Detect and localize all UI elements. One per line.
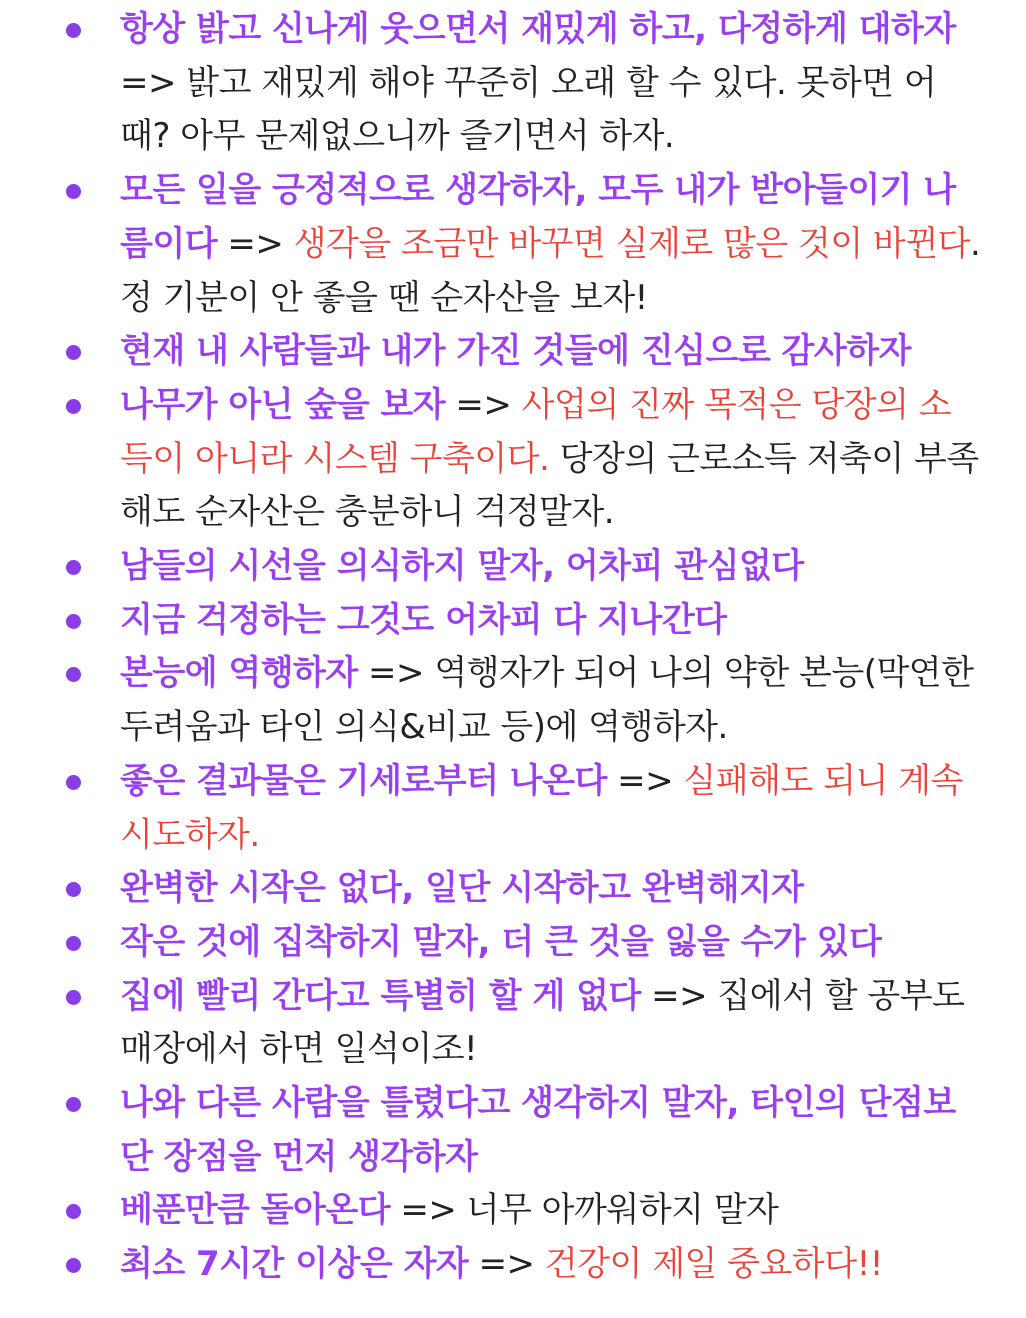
motto-note: . 정 기분이 안 좋을 땐 순자산을 보자! (120, 223, 981, 318)
motto-arrow: => (468, 1244, 545, 1285)
list-item (0, 862, 1026, 916)
motto-highlight: 좋은 결과물은 기세로부터 나온다 (120, 760, 607, 801)
motto-highlight: 본능에 역행하자 (120, 653, 358, 694)
motto-note: => 역행자가 되어 나의 약한 본능(막연한 두려움과 타인 의식&비교 등)에 역행하자. (120, 653, 974, 748)
bullet-icon (66, 882, 81, 897)
motto-highlight: 최소 7시간 이상은 자자 (120, 1244, 469, 1285)
bullet-icon (66, 1204, 81, 1219)
motto-highlight: 완벽한 시작은 없다, 일단 시작하고 완벽해지자 (120, 868, 804, 909)
motto-highlight: 베푼만큼 돌아온다 (120, 1190, 391, 1231)
motto-highlight: 남들의 시선을 의식하지 말자, 어차피 관심없다 (120, 546, 804, 587)
list-item (0, 647, 1026, 754)
motto-note: => 너무 아까워하지 말자 (390, 1190, 779, 1231)
motto-arrow: => (217, 223, 294, 264)
motto-highlight: 지금 걱정하는 그것도 어차피 다 지나간다 (120, 599, 727, 640)
motto-highlight: 집에 빨리 간다고 특별히 할 게 없다 (120, 975, 641, 1016)
motto-highlight: 작은 것에 집착하지 말자, 더 큰 것을 잃을 수가 있다 (120, 921, 882, 962)
list-item (0, 325, 1026, 379)
bullet-icon (66, 1097, 81, 1112)
motto-note: => 집에서 할 공부도 매장에서 하면 일석이조! (120, 975, 965, 1070)
list-item (0, 755, 1026, 862)
list-item (0, 916, 1026, 970)
bullet-icon (66, 399, 81, 414)
bullet-icon (66, 184, 81, 199)
motto-list (0, 3, 1026, 1292)
list-item (0, 379, 1026, 540)
list-item (0, 164, 1026, 325)
motto-arrow: => (606, 760, 684, 801)
bullet-icon (66, 614, 81, 629)
motto-note: 당장의 근로소득 저축이 부족해도 순자산은 충분하니 걱정말자. (120, 438, 979, 533)
list-item (0, 594, 1026, 648)
bullet-icon (66, 990, 81, 1005)
bullet-icon (66, 560, 81, 575)
motto-highlight: 나와 다른 사람을 틀렸다고 생각하지 말자, 타인의 단점보단 장점을 먼저 생각하자 (120, 1083, 956, 1177)
bullet-icon (66, 667, 81, 682)
motto-highlight: 항상 밝고 신나게 웃으면서 재밌게 하고, 다정하게 대하자 (120, 9, 956, 49)
motto-emphasis: 실패해도 되니 계속 시도하자. (120, 760, 963, 855)
motto-emphasis: 사업의 진짜 목적은 당장의 소득이 아니라 시스템 구축이다. (120, 384, 952, 479)
motto-emphasis: 건강이 제일 중요하다!! (544, 1244, 883, 1285)
motto-highlight: 모든 일을 긍정적으로 생각하자, 모두 내가 받아들이기 나름이다 (120, 170, 956, 264)
motto-arrow: => (445, 384, 522, 425)
motto-note: => 밝고 재밌게 해야 꾸준히 오래 할 수 있다. 못하면 어때? 아무 문제없으니까 즐기면서 하자. (120, 62, 937, 157)
motto-emphasis: 생각을 조금만 바꾸면 실제로 많은 것이 바뀐다 (293, 223, 971, 264)
list-item (0, 970, 1026, 1077)
list-item (0, 540, 1026, 594)
list-item (0, 1238, 1026, 1292)
bullet-icon (66, 936, 81, 951)
list-item (0, 1184, 1026, 1238)
list-item (0, 1077, 1026, 1184)
bullet-icon (66, 345, 81, 360)
list-item (0, 3, 1026, 164)
bullet-icon (66, 23, 81, 38)
bullet-icon (66, 775, 81, 790)
bullet-icon (66, 1258, 81, 1273)
motto-highlight: 현재 내 사람들과 내가 가진 것들에 진심으로 감사하자 (120, 331, 911, 372)
motto-highlight: 나무가 아닌 숲을 보자 (120, 384, 446, 425)
